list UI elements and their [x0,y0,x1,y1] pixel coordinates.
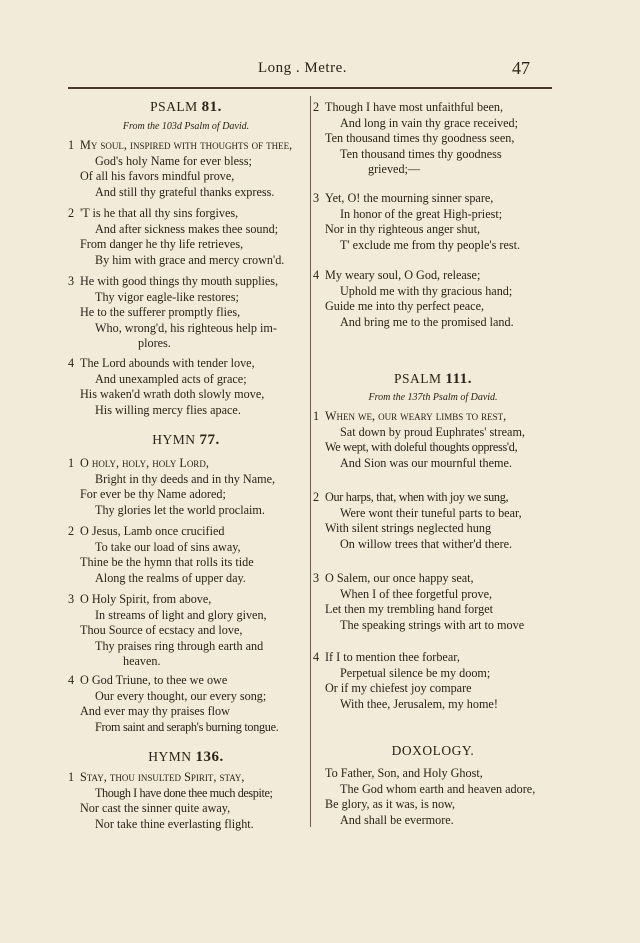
verse-line: O holy, holy, holy Lord, [80,456,209,470]
stanza-number: 4 [68,673,75,687]
verse-line: Though I have done thee much despite; [95,785,273,800]
verse-line: And Sion was our mournful theme. [340,455,512,470]
verse-line: O Jesus, Lamb once crucified [80,524,225,538]
verse-line: O Salem, our once happy seat, [325,571,474,585]
heading-number: 136. [195,749,224,765]
verse-line: Perpetual silence be my doom; [340,665,491,680]
verse-line: Of all his favors mindful prove, [80,169,235,183]
stanza-number: 4 [313,268,320,282]
verse-line: Ten thousand times thy goodness [340,146,502,161]
heading-number: 111. [445,371,472,387]
verse-line: Yet, O! the mourning sinner spare, [325,191,494,205]
verse-line: Our harps, that, when with joy we sung, [325,490,509,504]
verse-line: With thee, Jerusalem, my home! [340,696,498,711]
verse-line: And bring me to the promised land. [340,314,514,329]
stanza [68,138,304,200]
psalm-81-heading [68,98,304,133]
verse-line: Nor in thy righteous anger shut, [325,222,481,236]
heading-number: 81. [201,99,222,115]
verse-line: Sat down by proud Euphrates' stream, [340,424,525,439]
verse-line: Thine be the hymn that rolls its tide [80,555,254,569]
verse-line: When I of thee forgetful prove, [340,586,493,601]
verse-line: To take our load of sins away, [95,539,241,554]
verse-line: Thy vigor eagle-like restores; [95,289,239,304]
verse-line: T' exclude me from thy people's rest. [340,237,521,252]
stanza [313,650,553,712]
verse-line: Uphold me with thy gracious hand; [340,283,513,298]
stanza [68,356,304,418]
stanza-number: 1 [68,456,75,470]
stanza-number: 3 [313,191,320,205]
stanza-number: 2 [68,524,75,538]
verse-line: Guide me into thy perfect peace, [325,299,485,313]
heading-label: HYMN [152,432,196,447]
psalm-subtitle: From the 103d Psalm of David. [122,121,250,132]
stanza [313,409,553,471]
verse-line: Stay, thou insulted Spirit, stay, [80,770,245,784]
verse-line: His willing mercy flies apace. [95,402,241,417]
stanza [68,524,304,586]
stanza-number: 2 [313,100,320,114]
verse-line: If I to mention thee forbear, [325,650,460,664]
verse-line: Thy praises ring through earth and [95,638,264,653]
verse-line: By him with grace and mercy crown'd. [95,252,285,267]
stanza [68,274,304,352]
verse-line: Were wont their tuneful parts to bear, [340,505,522,520]
stanza-number: 1 [313,409,320,423]
verse-line: To Father, Son, and Holy Ghost, [325,766,483,780]
verse-line: From danger he thy life retrieves, [80,237,244,251]
verse-line: And shall be evermore. [340,812,454,827]
running-title: Long . Metre. [258,60,347,76]
verse-line: When we, our weary limbs to rest, [325,409,507,423]
hymn-136-heading [68,748,304,766]
doxology-heading [313,742,553,760]
verse-line: And long in vain thy grace received; [340,115,519,130]
stanza-number: 1 [68,770,75,784]
verse-line: Thy glories let the world proclaim. [95,502,265,517]
doxology [313,766,553,828]
stanza [313,571,553,633]
verse-line: plores. [138,336,171,350]
psalm-111-heading [313,370,553,404]
hymn-77-heading [68,431,304,449]
stanza [68,770,304,832]
verse-line: My soul, inspired with thoughts of thee, [80,138,293,152]
stanza-number: 3 [68,274,75,288]
stanza [68,456,304,518]
verse-line: And after sickness makes thee sound; [95,221,279,236]
verse-line: grieved;— [368,162,421,176]
page-number: 47 [512,58,530,78]
verse-line: Ten thousand times thy goodness seen, [325,131,515,145]
stanza [313,100,553,178]
verse-line: 'T is he that all thy sins forgives, [80,206,239,220]
verse-line: Bright in thy deeds and in thy Name, [95,471,276,486]
verse-line: With silent strings neglected hung [325,521,492,535]
verse-line: O God Triune, to thee we owe [80,673,228,687]
verse-line: In honor of the great High-priest; [340,206,503,221]
verse-line: He with good things thy mouth supplies, [80,274,279,288]
verse-line: And unexampled acts of grace; [95,371,247,386]
verse-line: O Holy Spirit, from above, [80,592,212,606]
verse-line: The God whom earth and heaven adore, [340,781,536,796]
heading-label: HYMN [148,749,192,764]
verse-line: The Lord abounds with tender love, [80,356,255,370]
verse-line: God's holy Name for ever bless; [95,153,252,168]
verse-line: Let then my trembling hand forget [325,602,493,616]
verse-line: We wept, with doleful thoughts oppress'd, [325,440,518,454]
verse-line: And still thy grateful thanks express. [95,184,275,199]
verse-line: heaven. [123,654,161,668]
verse-line: In streams of light and glory given, [95,607,267,622]
verse-line: He to the sufferer promptly flies, [80,305,241,319]
stanza-number: 1 [68,138,75,152]
psalm-subtitle: From the 137th Psalm of David. [368,392,498,403]
header-rule [68,87,552,89]
stanza-number: 3 [313,571,320,585]
stanza [313,191,553,253]
heading-number: 77. [199,432,220,448]
stanza-number: 4 [68,356,75,370]
verse-line: Our every thought, our every song; [95,688,267,703]
verse-line: And ever may thy praises flow [80,704,230,718]
stanza [68,592,304,670]
verse-line: Nor cast the sinner quite away, [80,801,231,815]
verse-line: Thou Source of ecstacy and love, [80,623,243,637]
verse-line: Or if my chiefest joy compare [325,681,472,695]
stanza-number: 2 [313,490,320,504]
verse-line: Along the realms of upper day. [95,570,246,585]
column-divider [310,96,311,827]
heading-label: PSALM [394,371,442,386]
verse-line: From saint and seraph's burning tongue. [95,719,279,734]
verse-line: On willow trees that wither'd there. [340,536,513,551]
verse-line: His waken'd wrath doth slowly move, [80,387,265,401]
stanza-number: 3 [68,592,75,606]
stanza-number: 2 [68,206,75,220]
heading-label: PSALM [150,99,198,114]
verse-line: The speaking strings with art to move [340,617,525,632]
stanza [313,490,553,552]
stanza [313,268,553,330]
doxology-title: DOXOLOGY. [391,743,475,758]
verse-line: Be glory, as it was, is now, [325,797,456,811]
verse-line: Who, wrong'd, his righteous help im- [95,320,277,335]
verse-line: For ever be thy Name adored; [80,487,226,501]
verse-line: Though I have most unfaithful been, [325,100,504,114]
stanza [68,206,304,268]
stanza-number: 4 [313,650,320,664]
verse-line: My weary soul, O God, release; [325,268,481,282]
verse-line: Nor take thine everlasting flight. [95,816,254,831]
stanza [68,673,304,735]
